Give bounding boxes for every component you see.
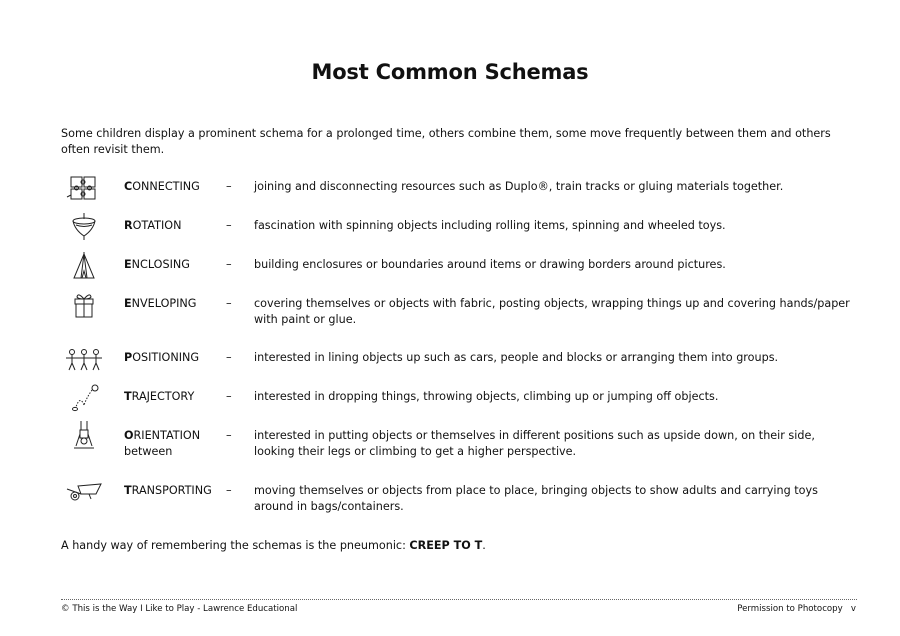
page-title: Most Common Schemas xyxy=(311,60,589,84)
schema-description: building enclosures or boundaries around items or drawing borders around pictures. xyxy=(254,258,726,271)
schema-name-second-line: between xyxy=(124,444,173,458)
schema-name xyxy=(124,296,224,312)
schema-description: moving themselves or objects from place to place, bringing objects to show adults and carrying toys around in bags/containers. xyxy=(254,484,818,513)
separator-dash: – xyxy=(226,484,232,497)
footer-copyright: © This is the Way I Like to Play - Lawrence Educational xyxy=(61,604,298,614)
schema-initial: C xyxy=(124,180,133,193)
schema-name xyxy=(124,218,224,234)
separator-dash: – xyxy=(226,219,232,232)
schema-initial: O xyxy=(124,429,134,442)
schema-description: covering themselves or objects with fabric, posting objects, wrapping things up and covering hands/paper with paint or glue. xyxy=(254,297,850,326)
separator-dash: – xyxy=(226,297,232,310)
schema-description: interested in putting objects or themselves in different positions such as upside down, on their side, looking their legs or climbing to get a higher perspective. xyxy=(254,429,815,458)
schema-name-rest: OTATION xyxy=(132,219,182,232)
mnemonic-end: . xyxy=(482,539,486,552)
footer-permission: Permission to Photocopy v xyxy=(737,604,856,614)
schema-description: fascination with spinning objects including rolling items, spinning and wheeled toys. xyxy=(254,219,726,232)
schema-name-rest: RIENTATION xyxy=(133,429,201,442)
separator-dash: – xyxy=(226,390,232,403)
mnemonic-acronym: CREEP TO T xyxy=(409,539,483,552)
schema-name-rest: RAJECTORY xyxy=(131,390,195,403)
schema-name-rest: RANSPORTING xyxy=(131,484,212,497)
schema-name xyxy=(124,389,224,405)
schema-initial: P xyxy=(124,351,133,364)
separator-dash: – xyxy=(226,180,232,193)
schema-name-rest: ONNECTING xyxy=(132,180,200,193)
schema-name xyxy=(124,350,224,366)
schema-description: interested in lining objects up such as cars, people and blocks or arranging them into groups. xyxy=(254,351,779,364)
schema-name-rest: NVELOPING xyxy=(131,297,197,310)
schema-name xyxy=(124,257,224,273)
separator-dash: – xyxy=(226,258,232,271)
mnemonic-note xyxy=(61,539,486,552)
schema-initial: E xyxy=(124,258,132,271)
gift-box-icon xyxy=(65,290,103,320)
schema-initial: T xyxy=(124,390,132,403)
wheelbarrow-icon xyxy=(65,477,103,507)
separator-dash: – xyxy=(226,429,232,442)
schema-description: interested in dropping things, throwing objects, climbing up or jumping off objects. xyxy=(254,390,719,403)
upside-down-child-icon xyxy=(65,420,103,450)
schema-name xyxy=(124,179,224,195)
schema-initial: T xyxy=(124,484,132,497)
footer-divider xyxy=(61,599,857,600)
spinning-top-icon xyxy=(65,212,103,242)
schema-name-rest: OSITIONING xyxy=(132,351,200,364)
bouncing-ball-icon xyxy=(65,383,103,413)
separator-dash: – xyxy=(226,351,232,364)
schema-name-rest: NCLOSING xyxy=(131,258,190,271)
schema-initial: E xyxy=(124,297,132,310)
tent-icon xyxy=(65,251,103,281)
intro-paragraph: Some children display a prominent schema for a prolonged time, others combine them, some move frequently between them and others often revisit them. xyxy=(61,127,831,156)
schema-initial: R xyxy=(124,219,133,232)
schema-description: joining and disconnecting resources such as Duplo®, train tracks or gluing materials together. xyxy=(254,180,784,193)
paper-people-chain-icon xyxy=(65,344,103,374)
puzzle-pieces-icon xyxy=(65,173,103,203)
schema-name xyxy=(124,483,224,499)
mnemonic-text: A handy way of remembering the schemas is the pneumonic: xyxy=(61,539,410,552)
schema-name xyxy=(124,428,224,459)
